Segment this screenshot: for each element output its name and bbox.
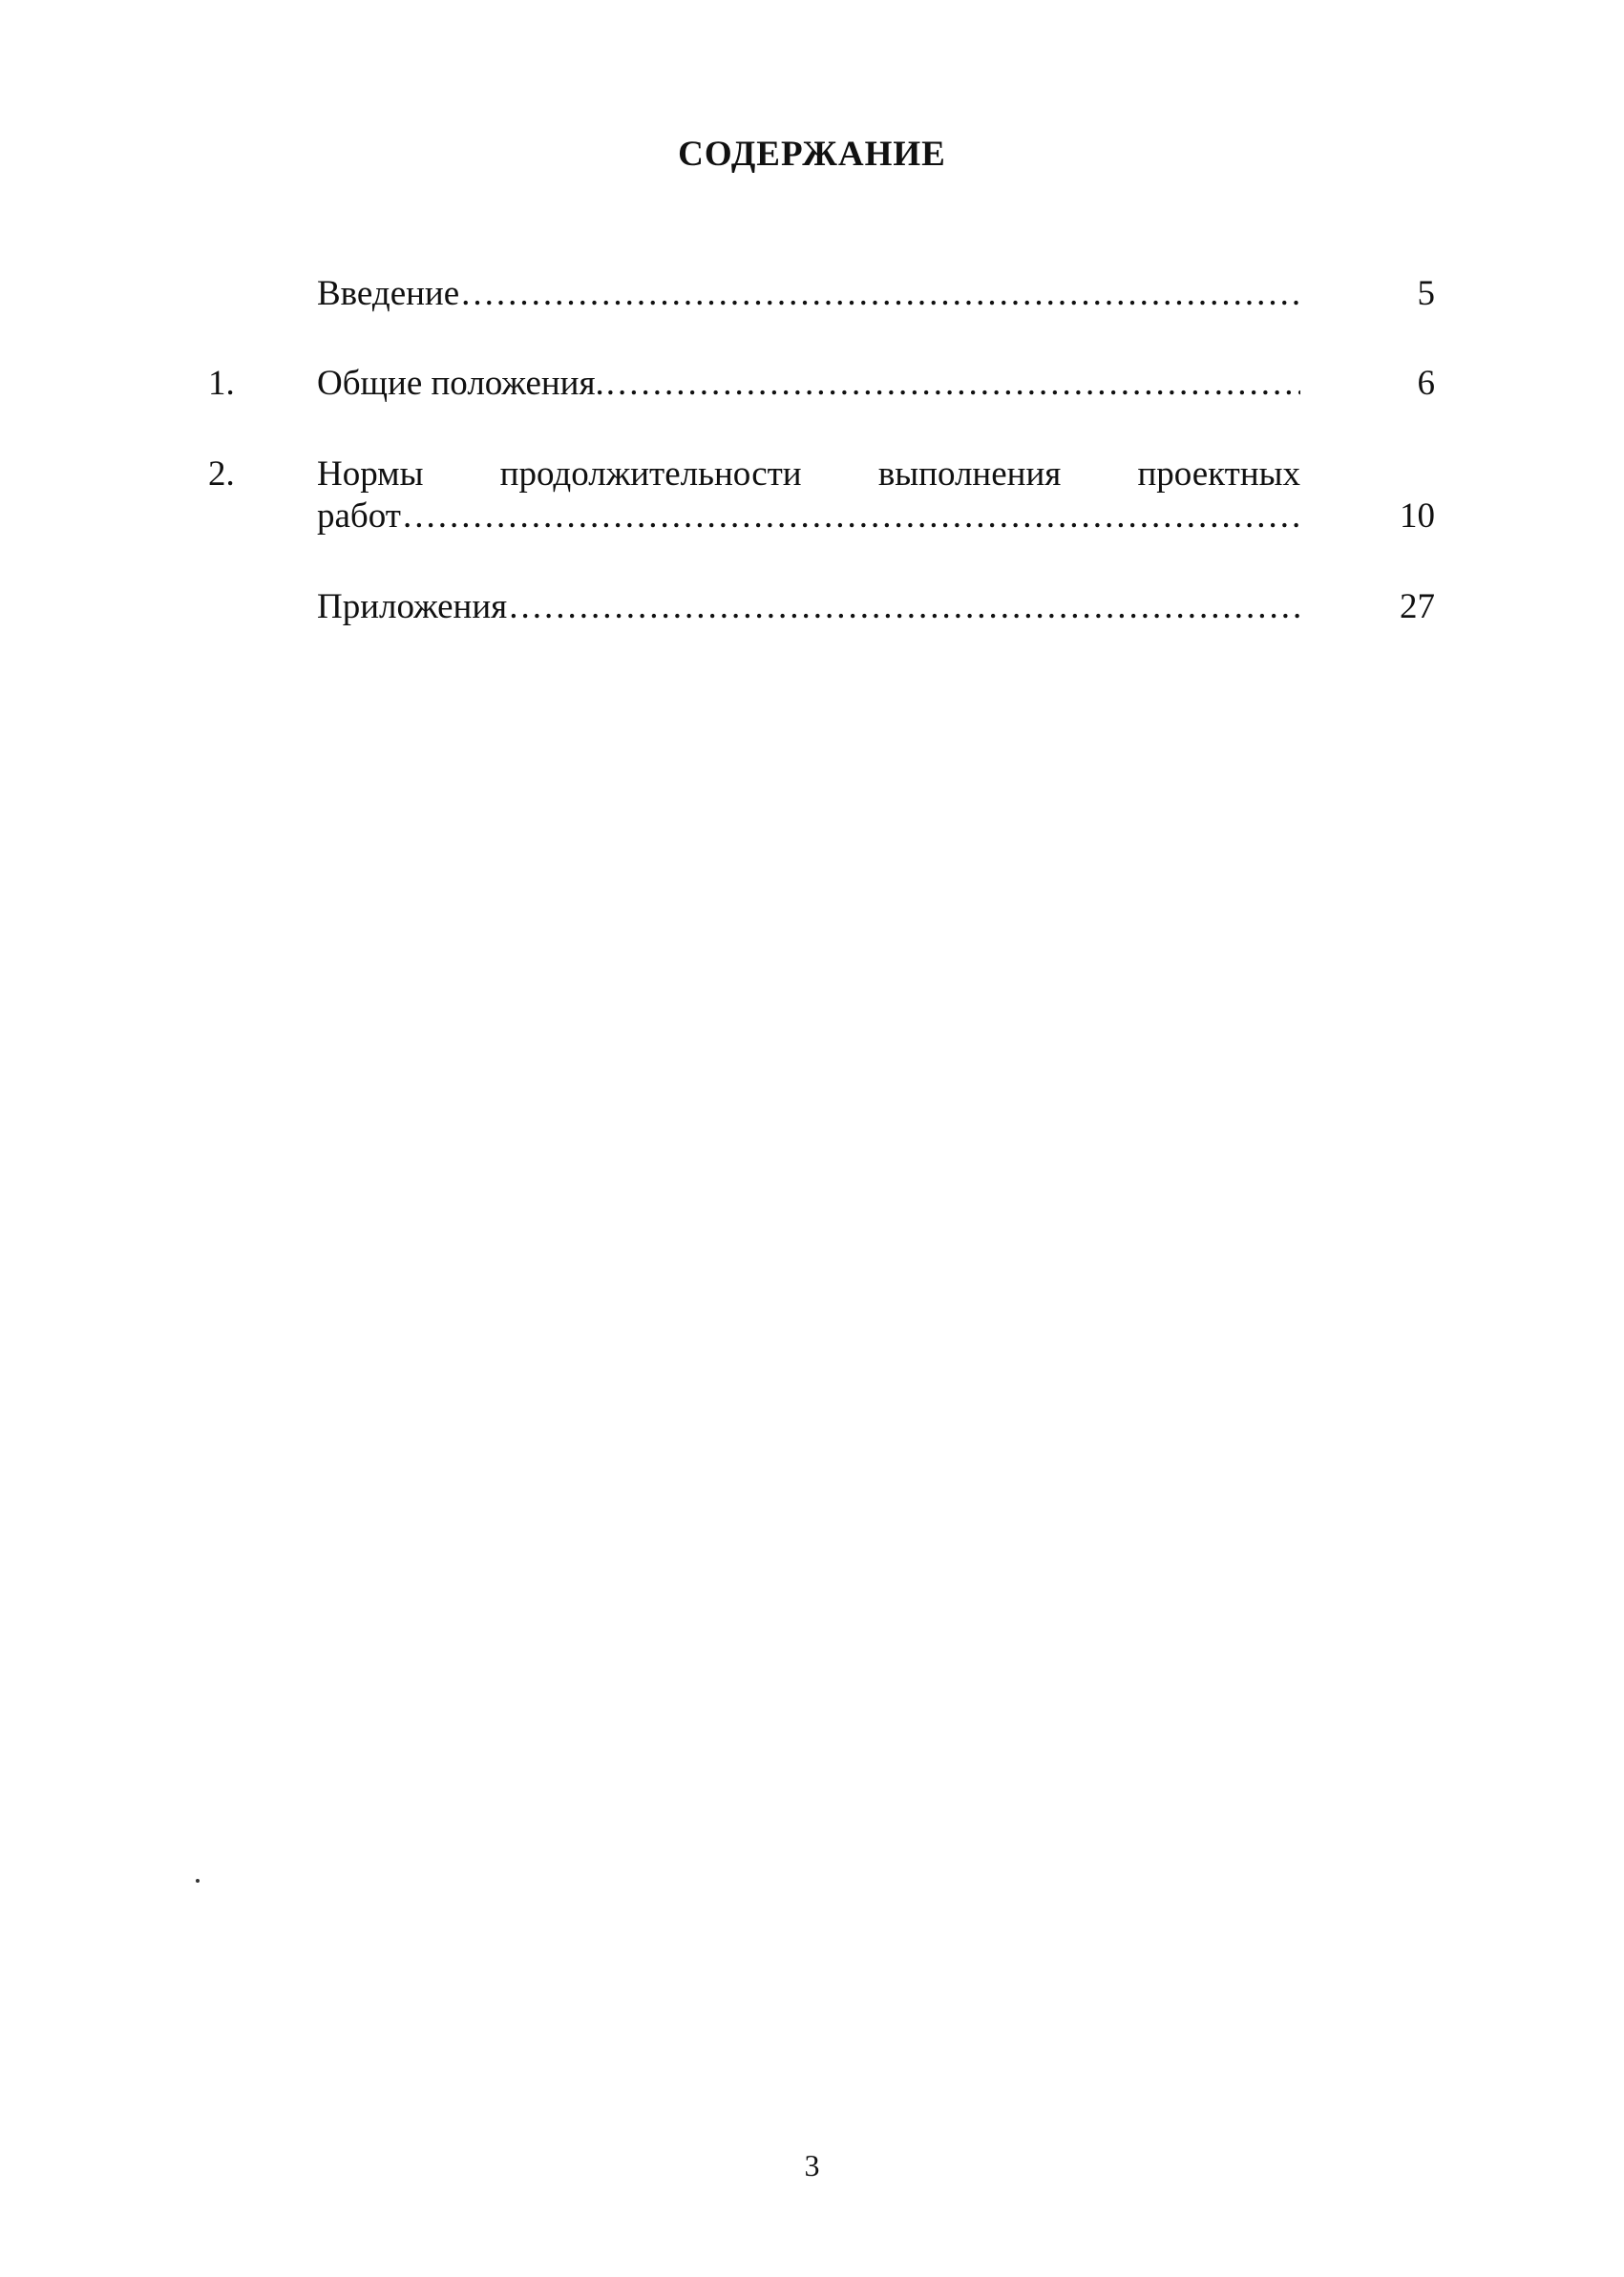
scan-speck <box>196 1879 200 1883</box>
toc-entry-page: 10 <box>1400 496 1435 536</box>
toc-entry-title: Приложения <box>317 587 508 626</box>
toc-dot-leader <box>509 586 1300 628</box>
toc-entry-title: Введение <box>317 274 460 313</box>
toc-entry-title: Общие положения. <box>317 364 604 403</box>
toc-entry-line <box>317 273 1300 315</box>
page-number: 3 <box>804 2148 820 2182</box>
toc-dot-leader <box>403 495 1300 538</box>
toc-dot-leader <box>461 273 1300 315</box>
toc-entry-number: 1. <box>208 364 235 403</box>
toc-entry-line <box>317 495 1300 538</box>
toc-entry-page: 5 <box>1417 274 1435 313</box>
toc-entry-title: работ <box>317 496 401 536</box>
toc-entry-number: 2. <box>208 454 235 494</box>
toc-entry-title-line1: Нормы продолжительности выполнения проектных <box>317 454 1300 494</box>
toc-dot-leader <box>606 363 1300 405</box>
page-title: СОДЕРЖАНИЕ <box>678 135 946 174</box>
toc-entry-page: 6 <box>1417 364 1435 403</box>
toc-entry-line <box>317 586 1300 628</box>
toc-entry-page: 27 <box>1400 587 1435 626</box>
toc-entry-line <box>317 363 1300 405</box>
